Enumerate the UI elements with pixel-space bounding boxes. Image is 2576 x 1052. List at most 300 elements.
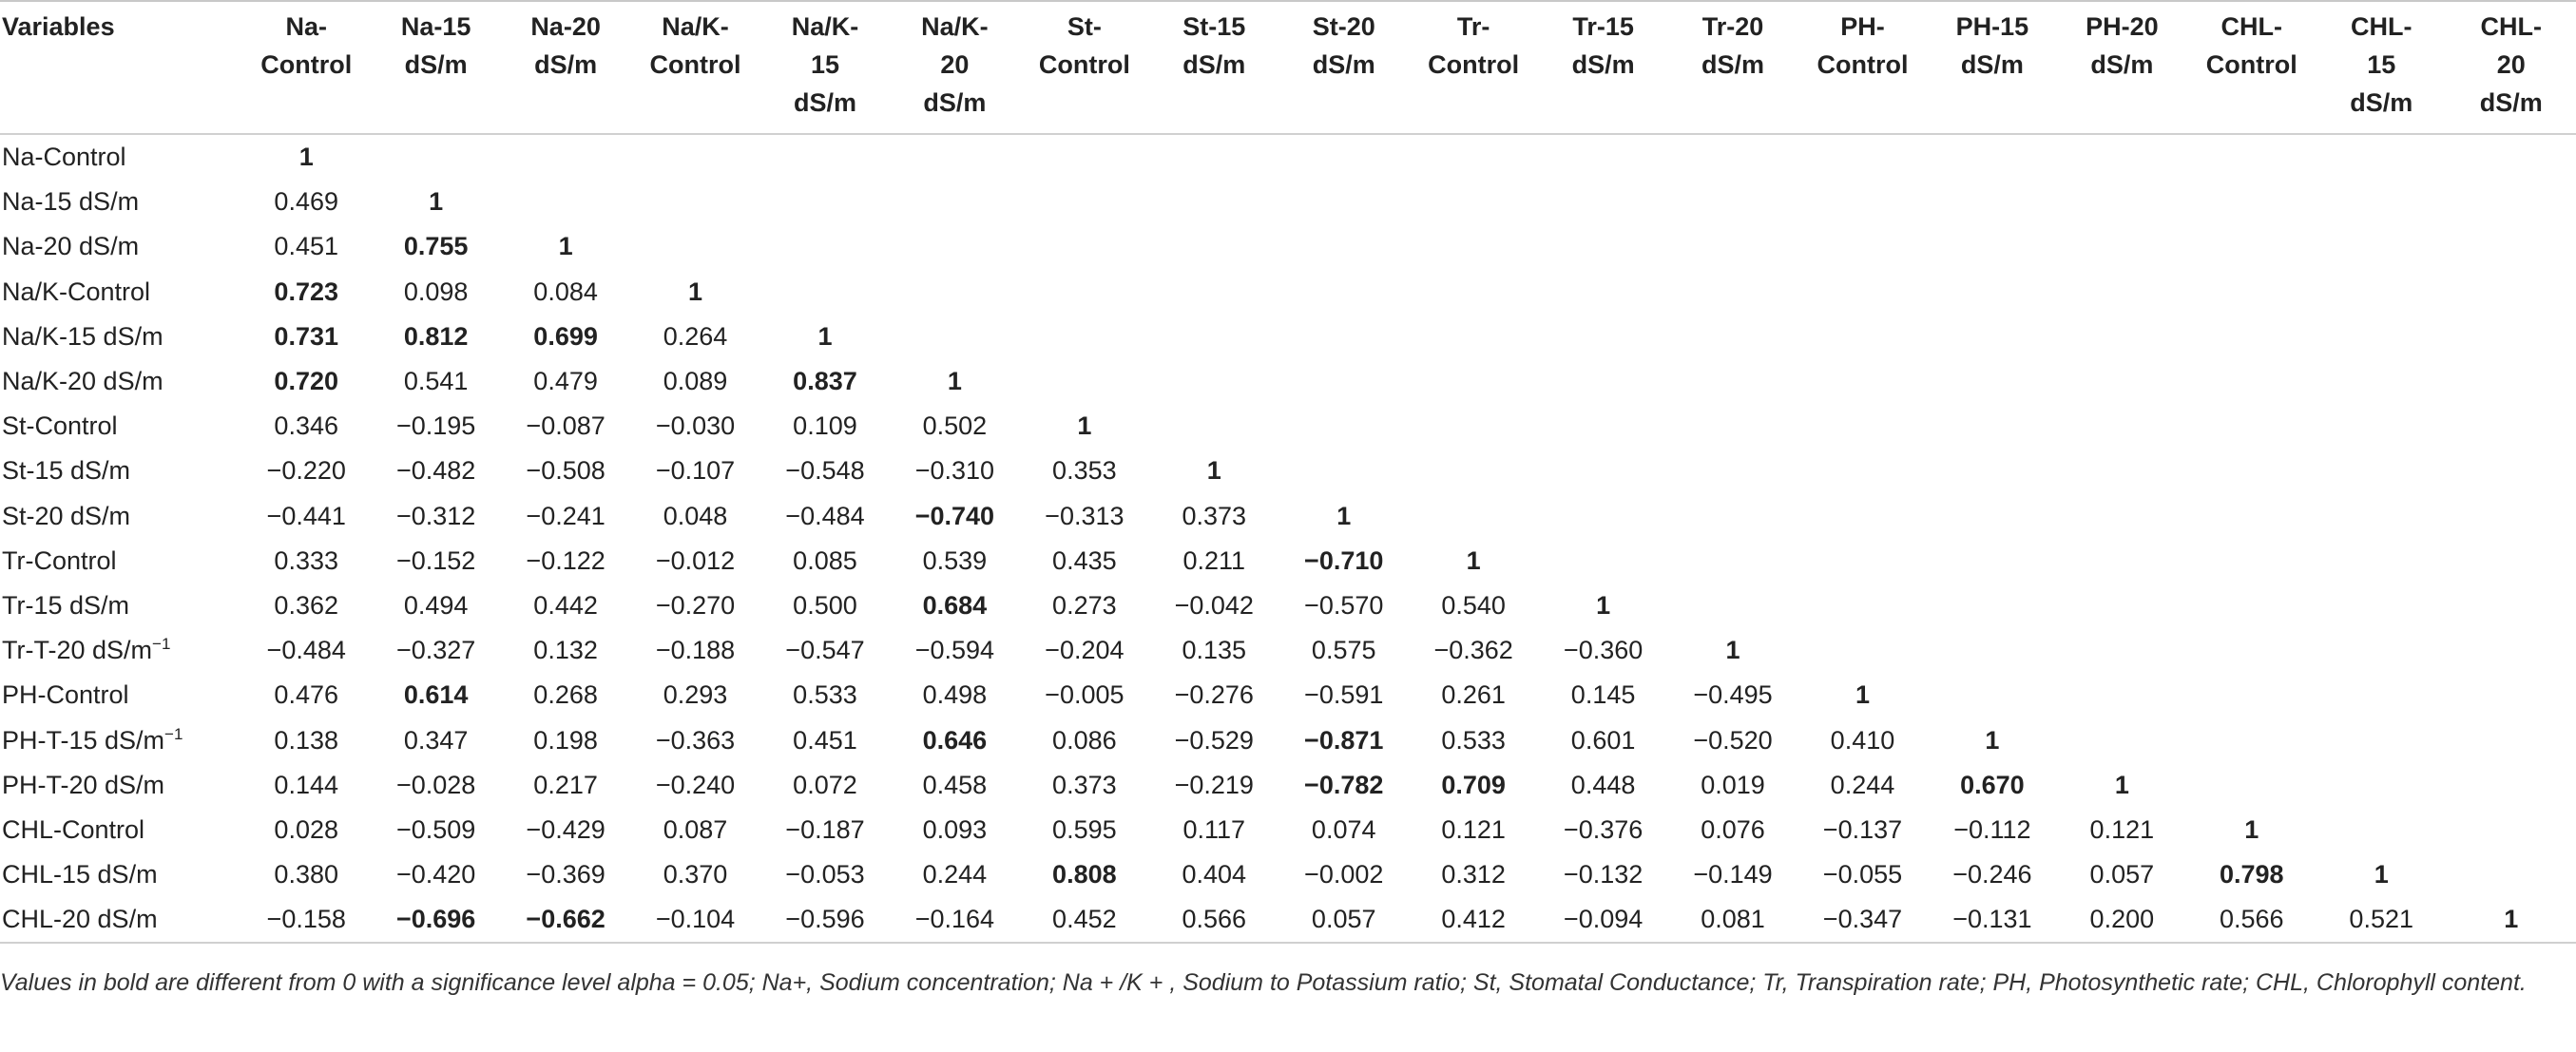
correlation-cell: 0.720 <box>274 367 338 396</box>
empty-cell <box>2446 583 2576 628</box>
empty-cell <box>2057 270 2186 315</box>
row-label: Na-20 dS/m <box>2 232 140 261</box>
empty-cell <box>1020 315 1149 359</box>
correlation-cell: −0.042 <box>1174 590 1254 620</box>
correlation-cell: −0.087 <box>526 411 606 441</box>
correlation-cell: 1 <box>2114 770 2129 799</box>
empty-cell <box>1409 359 1538 404</box>
table-row <box>0 628 2576 673</box>
correlation-cell: 0.145 <box>1570 680 1636 710</box>
table-row <box>0 494 2576 539</box>
empty-cell <box>2316 673 2446 717</box>
correlation-cell: 1 <box>298 143 314 172</box>
correlation-cell: 1 <box>817 321 833 351</box>
row-label: Na-Control <box>2 143 126 172</box>
correlation-cell: −0.594 <box>914 636 995 665</box>
empty-cell <box>1928 134 2057 180</box>
empty-cell <box>1538 180 1667 224</box>
empty-cell <box>2316 134 2446 180</box>
empty-cell <box>2057 539 2186 583</box>
correlation-cell: 0.448 <box>1570 770 1636 799</box>
empty-cell <box>1797 583 1927 628</box>
empty-cell <box>2446 808 2576 852</box>
empty-cell <box>1149 270 1278 315</box>
empty-cell <box>890 315 1019 359</box>
correlation-cell: −0.310 <box>914 456 995 486</box>
empty-cell <box>1928 494 2057 539</box>
correlation-cell: −0.122 <box>526 545 606 575</box>
empty-cell <box>1279 270 1409 315</box>
correlation-cell: 0.117 <box>1182 814 1246 844</box>
correlation-cell: 0.135 <box>1182 636 1247 665</box>
correlation-cell: 0.539 <box>922 545 988 575</box>
correlation-cell: 0.261 <box>1441 680 1506 710</box>
correlation-cell: 0.353 <box>1052 456 1117 486</box>
empty-cell <box>2187 449 2316 493</box>
empty-cell <box>760 270 890 315</box>
empty-cell <box>2446 359 2576 404</box>
correlation-cell: 1 <box>1596 590 1611 620</box>
correlation-cell: 0.373 <box>1182 501 1247 530</box>
correlation-cell: −0.094 <box>1538 897 1667 943</box>
column-header: Tr-15 dS/m <box>1538 1 1667 134</box>
empty-cell <box>1797 404 1927 449</box>
correlation-cell: −0.740 <box>914 501 995 530</box>
table-row <box>0 583 2576 628</box>
empty-cell <box>2316 180 2446 224</box>
correlation-cell: 0.575 <box>1311 636 1376 665</box>
row-label: Na/K-15 dS/m <box>2 321 163 351</box>
empty-cell <box>2446 224 2576 269</box>
correlation-cell: 0.410 <box>1830 725 1895 755</box>
correlation-cell: −0.152 <box>395 545 476 575</box>
empty-cell <box>1409 449 1538 493</box>
correlation-cell: 0.089 <box>663 367 728 396</box>
correlation-cell: −0.441 <box>266 501 346 530</box>
empty-cell <box>2316 583 2446 628</box>
empty-cell <box>1279 180 1409 224</box>
empty-cell <box>2446 270 2576 315</box>
empty-cell <box>2187 180 2316 224</box>
correlation-cell: 0.812 <box>403 321 469 351</box>
empty-cell <box>2316 628 2446 673</box>
empty-cell <box>2187 539 2316 583</box>
column-header: CHL- 20 dS/m <box>2446 1 2576 134</box>
row-label: CHL-20 dS/m <box>0 897 241 943</box>
table-row <box>0 852 2576 897</box>
table-row <box>0 315 2576 359</box>
correlation-cell: 0.533 <box>1441 725 1506 755</box>
correlation-cell: −0.219 <box>1174 770 1254 799</box>
empty-cell <box>2187 583 2316 628</box>
column-header: Na-15 dS/m <box>371 1 500 134</box>
column-header: Na/K- 15 dS/m <box>760 1 890 134</box>
correlation-cell: −0.188 <box>655 636 736 665</box>
correlation-cell: −0.360 <box>1563 636 1644 665</box>
correlation-cell: −0.220 <box>266 456 346 486</box>
table-row <box>0 673 2576 717</box>
correlation-cell: −0.347 <box>1797 897 1927 943</box>
empty-cell <box>1538 404 1667 449</box>
correlation-cell: 0.709 <box>1441 770 1506 799</box>
correlation-cell: 0.540 <box>1441 590 1506 620</box>
correlation-cell: 0.566 <box>1149 897 1278 943</box>
empty-cell <box>2187 134 2316 180</box>
correlation-cell: −0.591 <box>1304 680 1384 710</box>
empty-cell <box>1409 180 1538 224</box>
correlation-cell: −0.484 <box>785 501 865 530</box>
correlation-cell: −0.696 <box>371 897 500 943</box>
empty-cell <box>2316 449 2446 493</box>
empty-cell <box>1149 180 1278 224</box>
correlation-cell: 0.048 <box>663 501 728 530</box>
empty-cell <box>890 134 1019 180</box>
empty-cell <box>760 134 890 180</box>
empty-cell <box>2446 628 2576 673</box>
correlation-cell: 0.541 <box>403 367 469 396</box>
empty-cell <box>2187 673 2316 717</box>
empty-cell <box>1668 134 1797 180</box>
empty-cell <box>1928 404 2057 449</box>
correlation-cell: 0.074 <box>1311 814 1376 844</box>
table-row <box>0 224 2576 269</box>
empty-cell <box>2446 449 2576 493</box>
correlation-cell: 0.601 <box>1570 725 1636 755</box>
correlation-cell: 1 <box>1336 501 1352 530</box>
empty-cell <box>2057 494 2186 539</box>
empty-cell <box>1279 359 1409 404</box>
correlation-cell: 0.362 <box>274 590 338 620</box>
empty-cell <box>1538 134 1667 180</box>
correlation-cell: 0.723 <box>274 277 338 306</box>
empty-cell <box>1020 134 1149 180</box>
empty-cell <box>1928 449 2057 493</box>
correlation-cell: 0.521 <box>2316 897 2446 943</box>
correlation-cell: −0.495 <box>1693 680 1773 710</box>
empty-cell <box>2057 180 2186 224</box>
correlation-cell: 0.087 <box>663 814 728 844</box>
correlation-cell: 0.057 <box>1279 897 1409 943</box>
correlation-cell: 0.494 <box>403 590 469 620</box>
correlation-cell: 1 <box>1985 725 2000 755</box>
column-header: Na/K- 20 dS/m <box>890 1 1019 134</box>
correlation-cell: −0.570 <box>1304 590 1384 620</box>
correlation-cell: 0.837 <box>793 367 857 396</box>
column-header: CHL- 15 dS/m <box>2316 1 2446 134</box>
empty-cell <box>1279 404 1409 449</box>
correlation-cell: 0.595 <box>1052 814 1117 844</box>
correlation-cell: −0.376 <box>1563 814 1644 844</box>
table-row <box>0 359 2576 404</box>
correlation-cell: 0.132 <box>533 636 598 665</box>
correlation-cell: 0.458 <box>922 770 988 799</box>
empty-cell <box>2057 449 2186 493</box>
empty-cell <box>371 134 500 180</box>
correlation-cell: −0.871 <box>1304 725 1384 755</box>
table-row <box>0 717 2576 762</box>
empty-cell <box>2316 224 2446 269</box>
correlation-cell: 0.380 <box>274 860 338 889</box>
empty-cell <box>1538 359 1667 404</box>
empty-cell <box>2057 717 2186 762</box>
empty-cell <box>1149 404 1278 449</box>
empty-cell <box>1668 180 1797 224</box>
empty-cell <box>2187 628 2316 673</box>
empty-cell <box>2187 359 2316 404</box>
empty-cell <box>2187 404 2316 449</box>
empty-cell <box>2446 404 2576 449</box>
column-header: St-20 dS/m <box>1279 1 1409 134</box>
correlation-cell: −0.596 <box>760 897 890 943</box>
correlation-cell: −0.158 <box>241 897 371 943</box>
empty-cell <box>1928 224 2057 269</box>
empty-cell <box>2446 134 2576 180</box>
correlation-cell: 0.093 <box>922 814 988 844</box>
empty-cell <box>1409 224 1538 269</box>
empty-cell <box>1409 404 1538 449</box>
correlation-cell: 0.670 <box>1960 770 2025 799</box>
empty-cell <box>760 224 890 269</box>
correlation-cell: 0.451 <box>274 232 338 261</box>
empty-cell <box>1797 449 1927 493</box>
empty-cell <box>2057 315 2186 359</box>
correlation-cell: 1 <box>2244 814 2259 844</box>
correlation-cell: 0.442 <box>533 590 598 620</box>
empty-cell <box>2446 717 2576 762</box>
row-label: Tr-15 dS/m <box>2 590 130 620</box>
correlation-cell: 1 <box>1725 636 1740 665</box>
row-label: St-15 dS/m <box>2 456 131 486</box>
column-header: St- Control <box>1020 1 1149 134</box>
empty-cell <box>1149 134 1278 180</box>
row-label: CHL-Control <box>2 814 145 844</box>
correlation-cell: −0.312 <box>395 501 476 530</box>
empty-cell <box>1149 224 1278 269</box>
empty-cell <box>1020 270 1149 315</box>
correlation-cell: −0.149 <box>1693 860 1773 889</box>
correlation-cell: −0.276 <box>1174 680 1254 710</box>
correlation-cell: −0.164 <box>890 897 1019 943</box>
correlation-cell: −0.241 <box>526 501 606 530</box>
row-label: Na/K-Control <box>2 277 151 306</box>
empty-cell <box>630 134 759 180</box>
column-header: St-15 dS/m <box>1149 1 1278 134</box>
correlation-cell: −0.005 <box>1045 680 1125 710</box>
empty-cell <box>2057 224 2186 269</box>
correlation-cell: 0.198 <box>533 725 598 755</box>
empty-cell <box>1928 583 2057 628</box>
variables-header: Variables <box>0 1 241 134</box>
correlation-cell: 0.476 <box>274 680 338 710</box>
correlation-cell: 0.109 <box>793 411 857 441</box>
correlation-cell: 0.451 <box>793 725 857 755</box>
table-row <box>0 449 2576 493</box>
correlation-cell: 0.347 <box>403 725 469 755</box>
column-header: Na/K- Control <box>630 1 759 134</box>
row-label: Tr-Control <box>2 545 117 575</box>
empty-cell <box>2057 134 2186 180</box>
empty-cell <box>1279 224 1409 269</box>
empty-cell <box>890 270 1019 315</box>
correlation-cell: 0.072 <box>793 770 857 799</box>
correlation-cell: 1 <box>558 232 573 261</box>
correlation-cell: −0.529 <box>1174 725 1254 755</box>
empty-cell <box>2316 270 2446 315</box>
correlation-cell: 0.200 <box>2057 897 2186 943</box>
empty-cell <box>2316 359 2446 404</box>
empty-cell <box>2316 494 2446 539</box>
correlation-cell: 1 <box>1466 545 1481 575</box>
correlation-cell: 0.273 <box>1052 590 1117 620</box>
row-label: PH-T-15 $dS/m^{-1}$ <box>2 724 183 755</box>
correlation-cell: −0.363 <box>655 725 736 755</box>
empty-cell <box>2316 717 2446 762</box>
empty-cell <box>2057 673 2186 717</box>
column-header: PH-15 dS/m <box>1928 1 2057 134</box>
correlation-cell: 0.086 <box>1052 725 1117 755</box>
empty-cell <box>2316 763 2446 808</box>
empty-cell <box>2057 404 2186 449</box>
table-header-row <box>0 1 2576 134</box>
correlation-cell: 1 <box>1855 680 1870 710</box>
empty-cell <box>2187 270 2316 315</box>
correlation-cell: 0.435 <box>1052 545 1117 575</box>
correlation-cell: −0.028 <box>395 770 476 799</box>
empty-cell <box>1668 224 1797 269</box>
correlation-cell: −0.195 <box>395 411 476 441</box>
empty-cell <box>2316 539 2446 583</box>
correlation-cell: −0.132 <box>1563 860 1644 889</box>
correlation-cell: 1 <box>2446 897 2576 943</box>
correlation-cell: 0.731 <box>274 321 338 351</box>
empty-cell <box>501 180 630 224</box>
correlation-cell: −0.131 <box>1928 897 2057 943</box>
correlation-cell: 0.412 <box>1409 897 1538 943</box>
correlation-cell: −0.002 <box>1304 860 1384 889</box>
empty-cell <box>1797 315 1927 359</box>
empty-cell <box>1797 180 1927 224</box>
correlation-cell: 0.138 <box>274 725 338 755</box>
empty-cell <box>2446 852 2576 897</box>
empty-cell <box>2057 583 2186 628</box>
correlation-cell: 0.533 <box>793 680 857 710</box>
correlation-cell: 0.469 <box>274 187 338 217</box>
correlation-cell: −0.782 <box>1304 770 1384 799</box>
correlation-cell: 0.798 <box>2219 860 2284 889</box>
correlation-cell: 1 <box>429 187 444 217</box>
empty-cell <box>760 180 890 224</box>
column-header: Tr- Control <box>1409 1 1538 134</box>
table-row <box>0 763 2576 808</box>
empty-cell <box>2187 763 2316 808</box>
correlation-cell: −0.240 <box>655 770 736 799</box>
empty-cell <box>2187 717 2316 762</box>
empty-cell <box>1279 134 1409 180</box>
empty-cell <box>630 180 759 224</box>
empty-cell <box>1797 134 1927 180</box>
empty-cell <box>2187 494 2316 539</box>
correlation-cell: 0.085 <box>793 545 857 575</box>
correlation-cell: 0.217 <box>533 770 598 799</box>
empty-cell <box>1538 270 1667 315</box>
empty-cell <box>2446 180 2576 224</box>
correlation-cell: 0.566 <box>2187 897 2316 943</box>
empty-cell <box>1538 449 1667 493</box>
empty-cell <box>1668 494 1797 539</box>
empty-cell <box>1668 404 1797 449</box>
correlation-cell: 0.370 <box>663 860 728 889</box>
correlation-cell: −0.508 <box>526 456 606 486</box>
correlation-cell: 0.028 <box>274 814 338 844</box>
correlation-cell: −0.313 <box>1045 501 1125 530</box>
row-label: PH-T-20 dS/m <box>2 770 165 799</box>
correlation-cell: 0.057 <box>2089 860 2155 889</box>
row-label: Tr-T-20 $dS/m^{-1}$ <box>2 635 171 665</box>
empty-cell <box>1928 539 2057 583</box>
correlation-cell: 0.684 <box>922 590 988 620</box>
empty-cell <box>1409 494 1538 539</box>
correlation-cell: −0.246 <box>1952 860 2032 889</box>
empty-cell <box>2446 763 2576 808</box>
empty-cell <box>1668 539 1797 583</box>
empty-cell <box>1668 583 1797 628</box>
empty-cell <box>1409 134 1538 180</box>
correlation-cell: 0.500 <box>793 590 857 620</box>
correlation-cell: 1 <box>2374 860 2389 889</box>
correlation-cell: −0.429 <box>526 814 606 844</box>
column-header: PH- Control <box>1797 1 1927 134</box>
correlation-cell: 0.646 <box>922 725 988 755</box>
correlation-cell: 0.121 <box>2089 814 2155 844</box>
empty-cell <box>2057 359 2186 404</box>
empty-cell <box>2316 404 2446 449</box>
empty-cell <box>1797 628 1927 673</box>
table-row <box>0 539 2576 583</box>
empty-cell <box>1797 359 1927 404</box>
row-label-superscript: −1 <box>164 724 183 743</box>
table-body <box>0 134 2576 943</box>
correlation-cell: 0.614 <box>403 680 469 710</box>
empty-cell <box>1020 224 1149 269</box>
empty-cell <box>1668 315 1797 359</box>
correlation-cell: −0.509 <box>395 814 476 844</box>
empty-cell <box>1538 315 1667 359</box>
table-row <box>0 808 2576 852</box>
correlation-cell: −0.327 <box>395 636 476 665</box>
empty-cell <box>1020 180 1149 224</box>
empty-cell <box>2057 628 2186 673</box>
empty-cell <box>1409 270 1538 315</box>
correlation-cell: 0.076 <box>1701 814 1765 844</box>
table-footnote: Values in bold are different from 0 with a significance level alpha = 0.05; Na+, Sodium concentration; Na + /K + , Sodium to Potassium ratio; St, Stomatal Conductance; Tr, Transpiration rate; PH, Photosynthetic rate; CHL, Chlorophyll content. <box>0 969 2527 996</box>
correlation-cell: −0.369 <box>526 860 606 889</box>
table-row <box>0 134 2576 180</box>
correlation-cell: −0.662 <box>501 897 630 943</box>
empty-cell <box>1928 628 2057 673</box>
table-row <box>0 270 2576 315</box>
correlation-cell: 0.264 <box>663 321 728 351</box>
correlation-cell: −0.548 <box>785 456 865 486</box>
correlation-cell: 0.144 <box>274 770 338 799</box>
empty-cell <box>890 224 1019 269</box>
empty-cell <box>1928 359 2057 404</box>
empty-cell <box>2187 315 2316 359</box>
empty-cell <box>1797 270 1927 315</box>
correlation-cell: −0.137 <box>1822 814 1903 844</box>
empty-cell <box>1538 539 1667 583</box>
correlation-cell: 0.098 <box>403 277 469 306</box>
empty-cell <box>1928 673 2057 717</box>
